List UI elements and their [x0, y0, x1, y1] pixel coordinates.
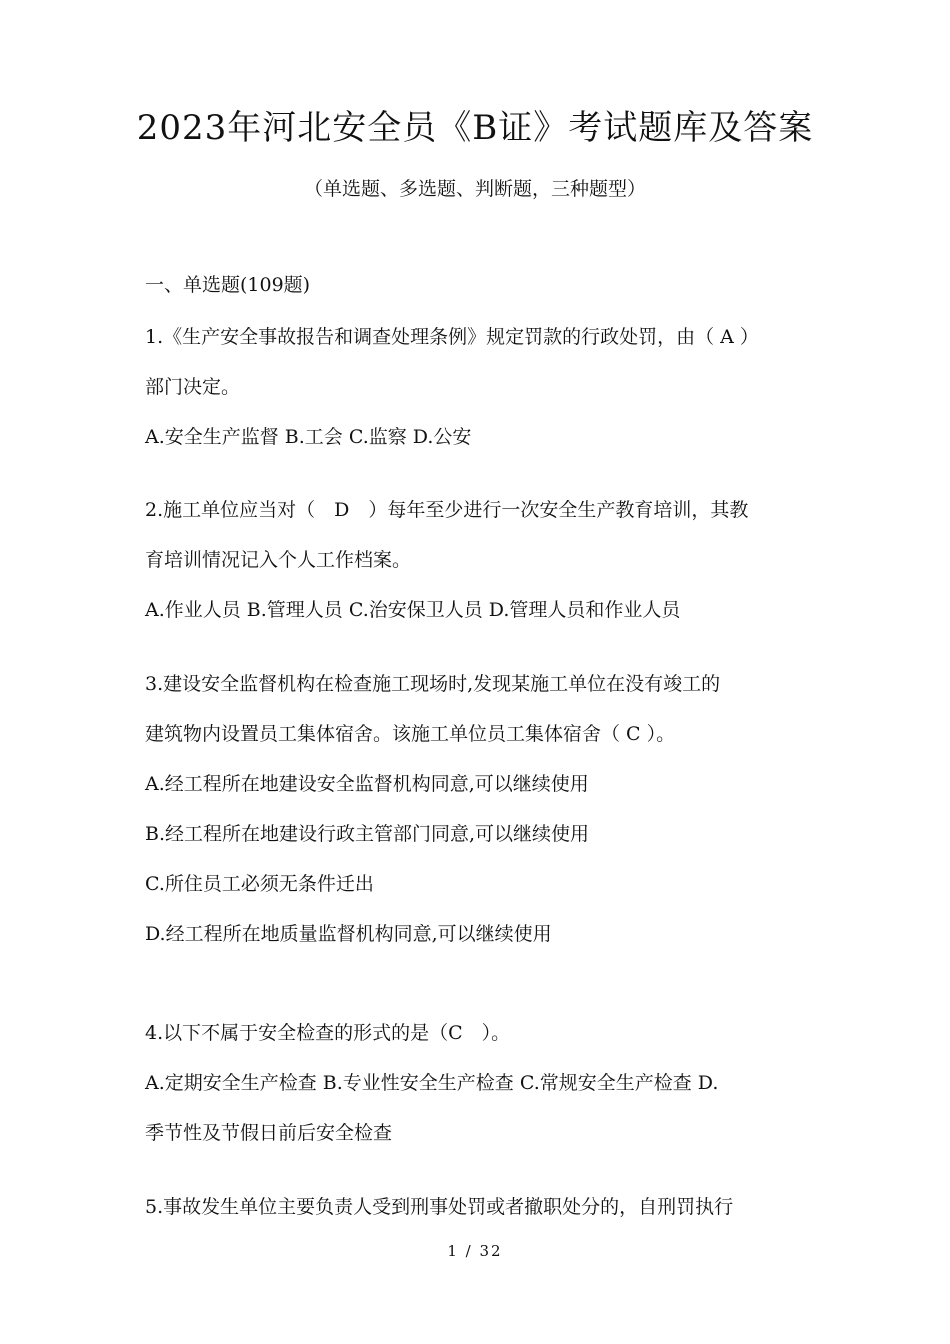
question-2-line-2: 育培训情况记入个人工作档案。	[145, 549, 412, 571]
question-4-options-line-2: 季节性及节假日前后安全检查	[145, 1122, 393, 1144]
question-5-line-1: 5.事故发生单位主要负责人受到刑事处罚或者撤职处分的，自刑罚执行	[145, 1196, 734, 1218]
question-1-line-1: 1.《生产安全事故报告和调查处理条例》规定罚款的行政处罚，由（ A ）	[145, 326, 759, 348]
question-2-options: A.作业人员 B.管理人员 C.治安保卫人员 D.管理人员和作业人员	[145, 599, 681, 621]
question-3-line-2: 建筑物内设置员工集体宿舍。该施工单位员工集体宿舍（ C ）。	[145, 723, 676, 745]
question-3-option-d: D.经工程所在地质量监督机构同意,可以继续使用	[145, 923, 552, 945]
question-3-option-a: A.经工程所在地建设安全监督机构同意,可以继续使用	[145, 773, 589, 795]
question-3-option-c: C.所住员工必须无条件迁出	[145, 873, 374, 895]
question-1-options: A.安全生产监督 B.工会 C.监察 D.公安	[145, 426, 472, 448]
question-4-line-1: 4.以下不属于安全检查的形式的是（C ）。	[145, 1022, 511, 1044]
question-3-option-b: B.经工程所在地建设行政主管部门同意,可以继续使用	[145, 823, 590, 845]
section-heading: 一、单选题(109题)	[145, 274, 311, 296]
page-indicator: 1 / 32	[447, 1242, 503, 1260]
question-1-line-2: 部门决定。	[145, 376, 241, 398]
document-subtitle: （单选题、多选题、判断题，三种题型）	[303, 178, 646, 200]
question-2-line-1: 2.施工单位应当对（ D ）每年至少进行一次安全生产教育培训，其教	[145, 499, 749, 521]
question-3-line-1: 3.建设安全监督机构在检查施工现场时,发现某施工单位在没有竣工的	[145, 673, 721, 695]
question-4-options-line-1: A.定期安全生产检查 B.专业性安全生产检查 C.常规安全生产检查 D.	[145, 1072, 719, 1094]
document-title: 2023年河北安全员《B证》考试题库及答案	[136, 108, 814, 148]
